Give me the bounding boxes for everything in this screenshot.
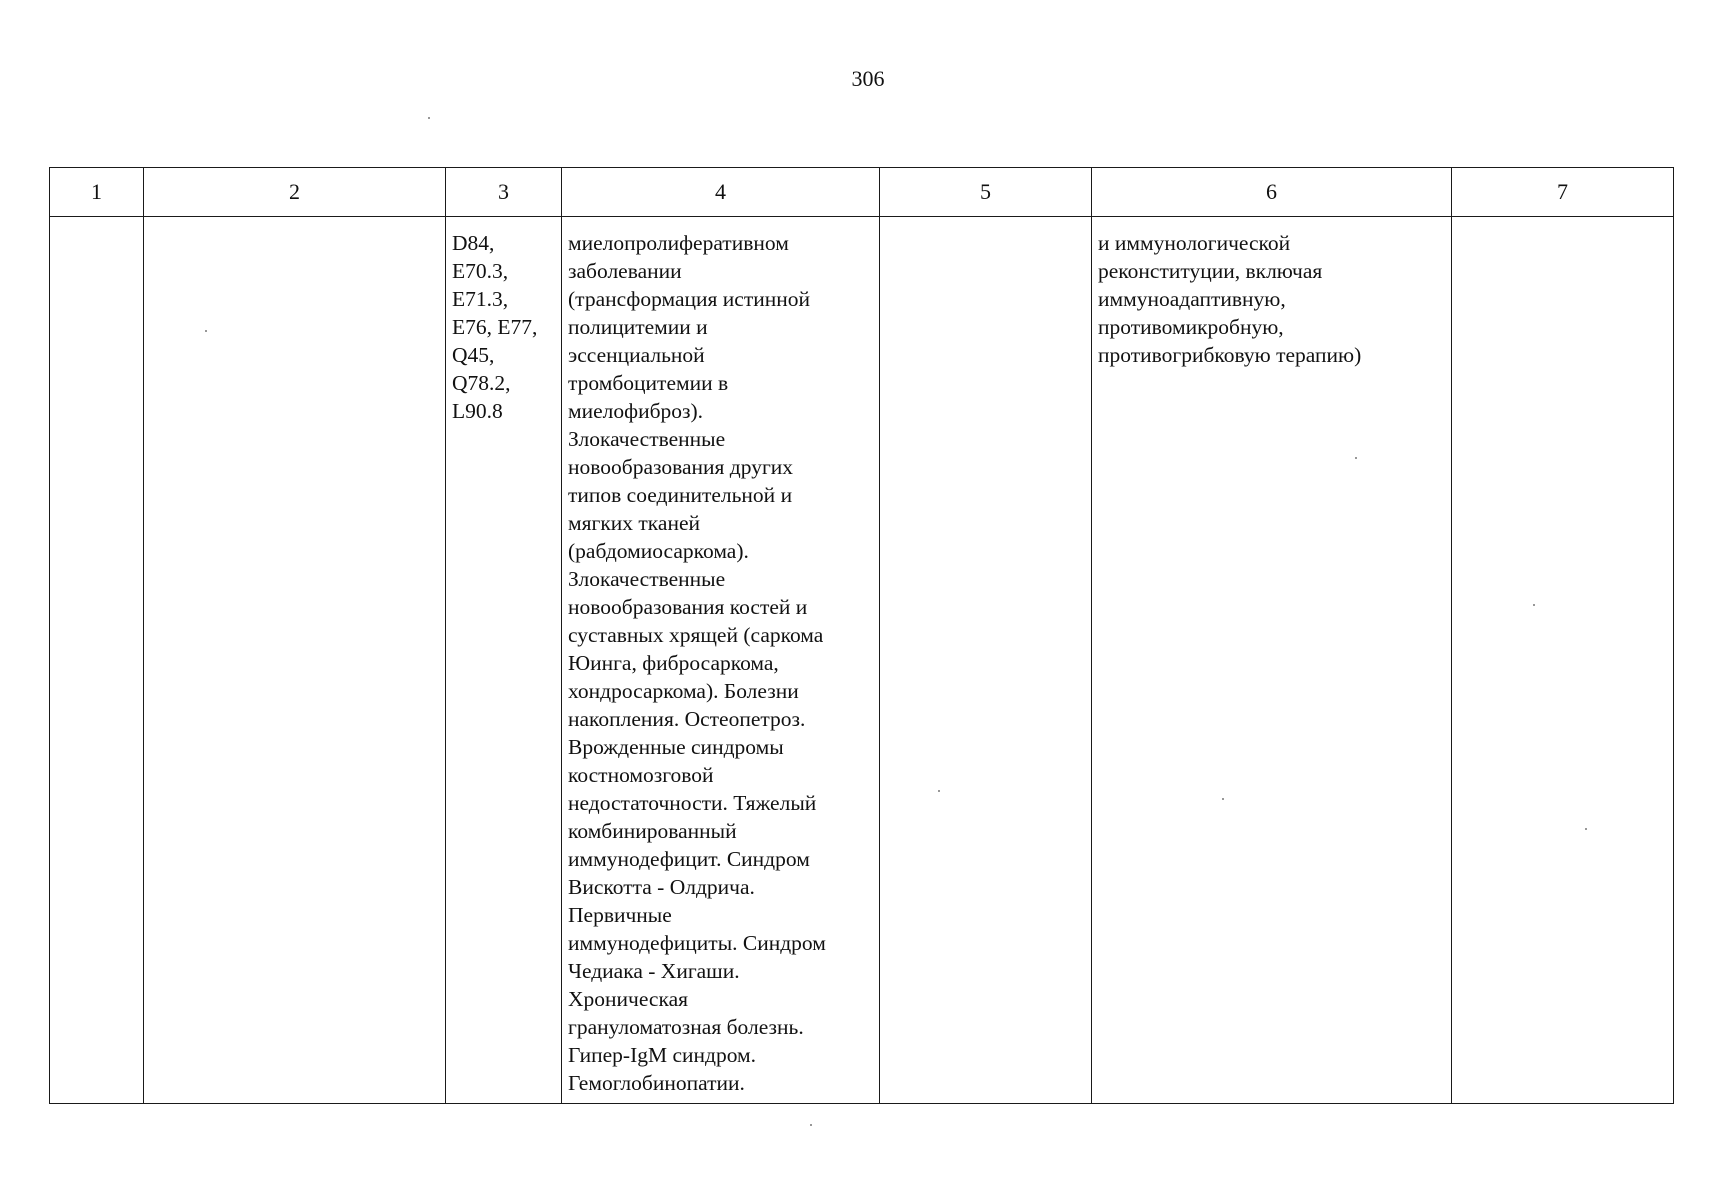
- scan-speck: [810, 1124, 812, 1126]
- scan-speck: [1585, 828, 1587, 830]
- cell-diagnosis-codes: [446, 217, 562, 1104]
- table-row: [50, 217, 1674, 1104]
- column-header-5: 5: [880, 168, 1092, 217]
- scan-speck: [1533, 604, 1535, 606]
- column-header-4: 4: [562, 168, 880, 217]
- scan-speck: [1222, 798, 1224, 800]
- column-header-3: 3: [446, 168, 562, 217]
- column-header-2: 2: [144, 168, 446, 217]
- page-number: 306: [851, 66, 885, 91]
- column-header-6: 6: [1092, 168, 1452, 217]
- cell-col7-text: [1452, 217, 1673, 229]
- cell-col7: [1452, 217, 1674, 1104]
- diagnosis-codes-text: D84, E70.3, E71.3, E76, E77, Q45, Q78.2, L90.8: [452, 231, 538, 423]
- scan-speck: [938, 790, 940, 792]
- column-header-7: 7: [1452, 168, 1674, 217]
- treatment-description-text: и иммунологической реконституции, включая иммуноадаптивную, противомикробную, противогрибковую терапию): [1098, 231, 1362, 367]
- cell-col5-text: [880, 217, 1091, 229]
- disease-description-text: миелопролиферативном заболевании (трансформация истинной полицитемии и эссенциальной тромбоцитемии в миелофиброз). Злокачественные новообразования других типов соединительной и мягких тканей (рабдомиосаркома). Злокачественные новообразования костей и суставных хрящей (саркома Юинга, фибросаркома, хондросаркома). Болезни накопления. Остеопетроз. Врожденные синдромы костномозговой недостаточности. Тяжелый комбинированный иммунодефицит. Синдром Вискотта - Олдрича. Первичные иммунодефициты. Синдром Чедиака - Хигаши. Хроническая грануломатозная болезнь. Гипер-IgM синдром. Гемоглобинопатии.: [568, 231, 826, 1095]
- scan-speck: [205, 330, 207, 332]
- cell-col1: [50, 217, 144, 1104]
- cell-treatment-description: [1092, 217, 1452, 1104]
- cell-col2: [144, 217, 446, 1104]
- scan-speck: [1355, 457, 1357, 459]
- cell-col1-text: [50, 217, 143, 229]
- data-table: [49, 167, 1674, 1104]
- cell-col2-text: [144, 217, 445, 229]
- header-row: [50, 168, 1674, 217]
- column-header-1: 1: [50, 168, 144, 217]
- cell-disease-description: [562, 217, 880, 1104]
- cell-col5: [880, 217, 1092, 1104]
- scan-speck: [428, 117, 430, 119]
